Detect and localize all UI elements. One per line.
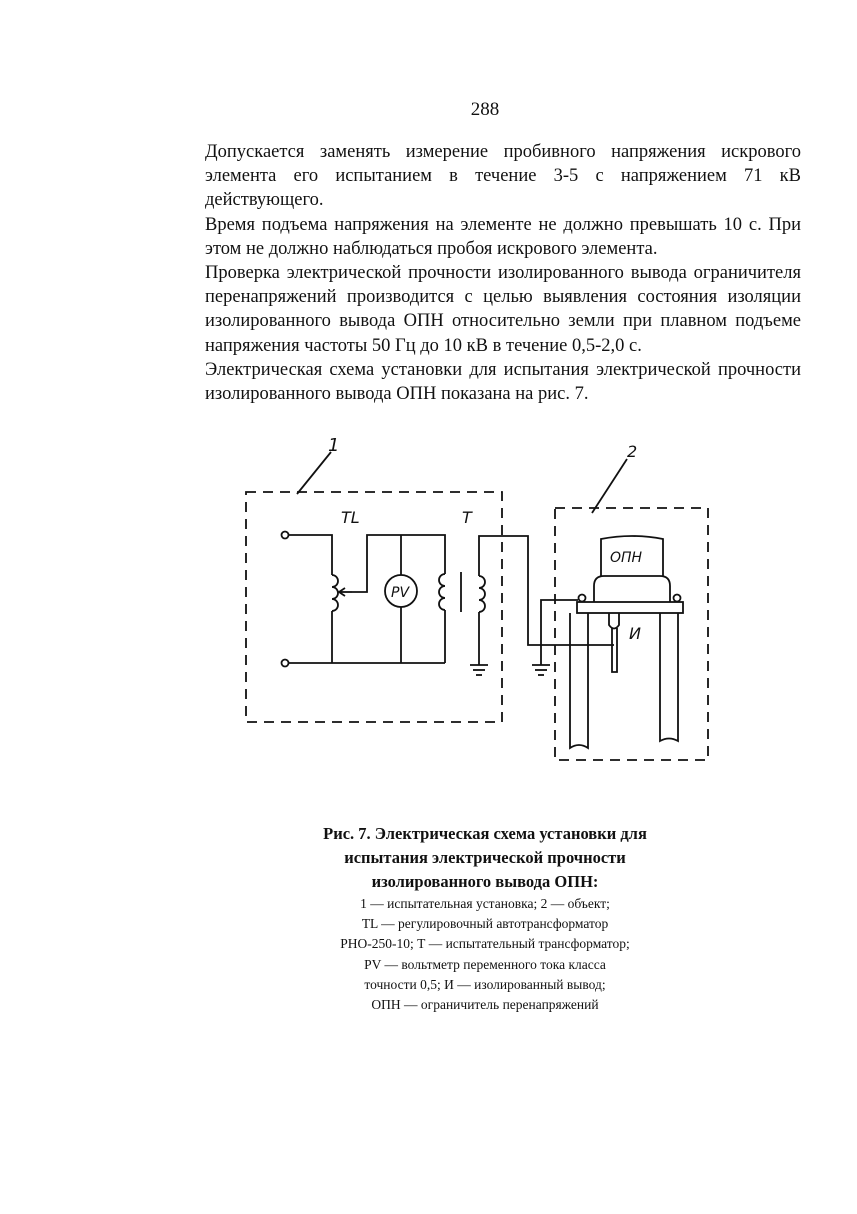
insulated-terminal-label: И <box>629 624 641 643</box>
paragraph <box>205 358 801 406</box>
paragraph-text: Время подъема напряжения на элементе не должно превышать 10 с. При этом не должно наблюдаться пробоя искрового элемента. <box>205 214 801 259</box>
caption-title-line: Рис. 7. Электрическая схема установки для <box>323 824 647 843</box>
callout-leader-1 <box>297 452 331 494</box>
arrester-base-plate <box>577 602 683 613</box>
circuit-diagram-svg <box>230 430 730 775</box>
paragraph-text: Проверка электрической прочности изолированного вывода ограничителя перенапряжений производится с целью выявления состояния изоляции изолированного вывода ОПН относительно земли при плавном подъеме напряжения частоты 50 Гц до 10 кВ в течение 0,5-2,0 с. <box>205 263 801 356</box>
wire-input-top <box>289 535 332 575</box>
caption-title-line: изолированного вывода ОПН: <box>371 872 599 891</box>
arrester-label: ОПН <box>610 550 643 566</box>
callout-1-label: 1 <box>328 435 340 456</box>
paragraph <box>205 261 801 358</box>
circuit-diagram <box>230 430 730 775</box>
transformer-label: T <box>462 508 472 527</box>
figure-caption <box>295 822 675 1015</box>
caption-title-line: испытания электрической прочности <box>344 848 626 867</box>
caption-legend-line: PV — вольтметр переменного тока класса <box>364 956 606 972</box>
input-terminal-top <box>282 532 289 539</box>
page-number: 288 <box>470 99 500 120</box>
insulated-terminal-rod <box>612 628 617 672</box>
insulated-terminal <box>609 613 619 629</box>
caption-legend-line: TL — регулировочный автотрансформатор <box>361 916 609 932</box>
wire-slider-out <box>352 535 445 592</box>
caption-legend-line: РНО-250-10; Т — испытательный трансформатор; <box>340 936 630 952</box>
voltmeter-label: PV <box>391 585 410 601</box>
callout-2-label: 2 <box>627 442 638 461</box>
autotransformer-coil <box>332 575 338 611</box>
support-post-right <box>660 613 678 741</box>
autotransformer-label: TL <box>341 508 360 527</box>
input-terminal-bottom <box>282 660 289 667</box>
arrester-body-bottom <box>594 576 670 602</box>
caption-legend-line: точности 0,5; И — изолированный вывод; <box>364 976 606 992</box>
bolt-right <box>674 595 681 602</box>
paragraph-text: Допускается заменять измерение пробивного напряжения искрового элемента его испытанием в течение 3-5 с напряжением 71 кВ действующего. <box>205 142 801 211</box>
transformer-secondary-coil <box>479 576 485 612</box>
paragraph <box>205 213 801 261</box>
transformer-primary-coil <box>439 574 445 610</box>
paragraph-text: Электрическая схема установки для испытания электрической прочности изолированного вывода ОПН показана на рис. 7. <box>205 359 801 405</box>
body-text <box>205 140 801 406</box>
support-post-left <box>570 613 588 748</box>
caption-legend-line: ОПН — ограничитель перенапряжений <box>371 997 599 1013</box>
bolt-left <box>579 595 586 602</box>
wire-object-ground <box>541 600 578 665</box>
callout-leader-2 <box>592 459 627 513</box>
caption-legend-line: 1 — испытательная установка; 2 — объект; <box>360 896 610 911</box>
paragraph <box>205 140 801 213</box>
